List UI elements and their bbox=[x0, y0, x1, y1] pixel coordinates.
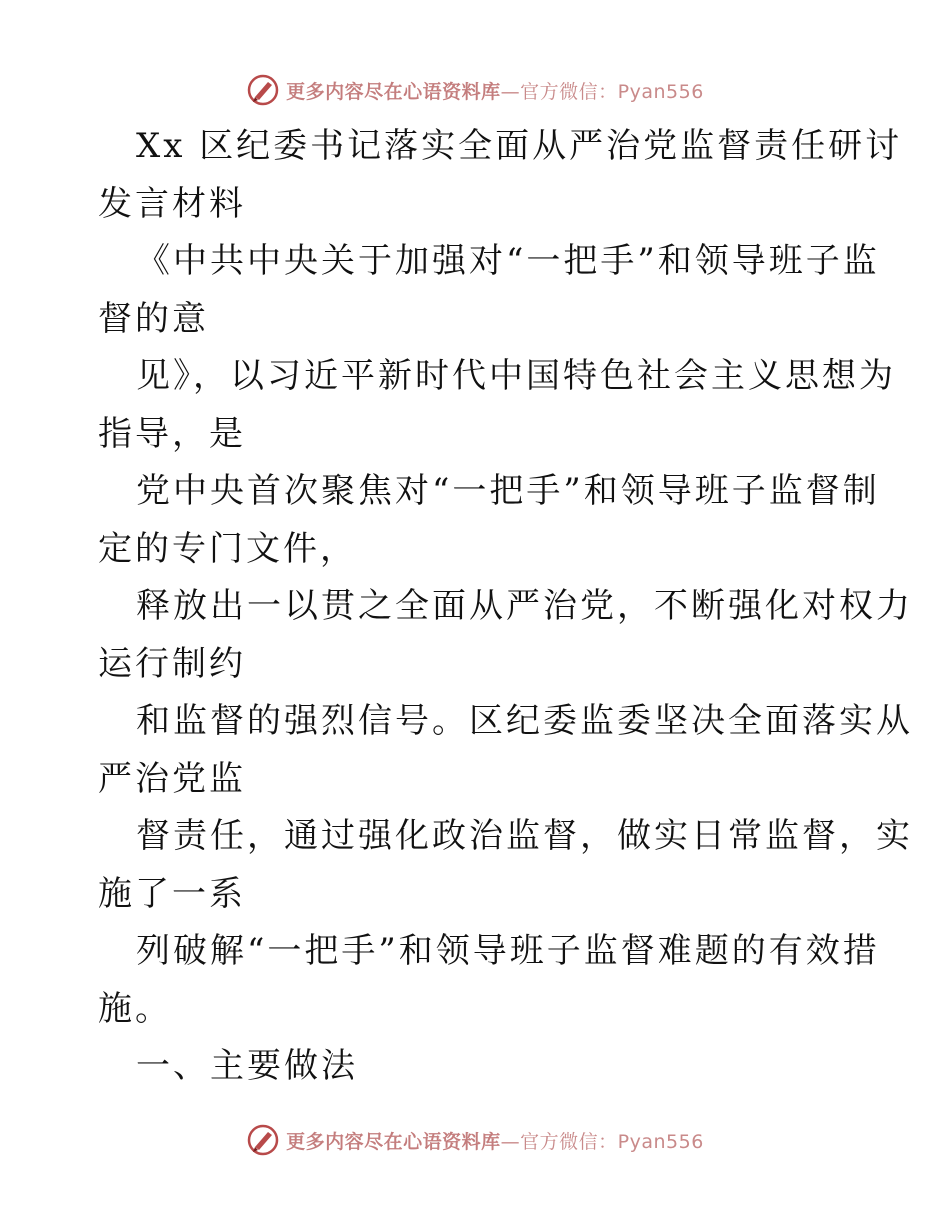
paragraph-line: 运行制约 bbox=[98, 643, 246, 684]
paragraph-line: 施。 bbox=[98, 988, 172, 1029]
pen-logo-icon bbox=[246, 73, 280, 107]
paragraph-line: 督的意 bbox=[98, 298, 209, 339]
footer-watermark-text: 更多内容尽在心语资料库—官方微信：Pyan556 bbox=[286, 1130, 704, 1153]
pen-logo-icon bbox=[246, 1123, 280, 1157]
paragraph-line: 《中共中央关于加强对“一把手”和领导班子监 bbox=[136, 241, 880, 281]
paragraph-line: 党中央首次聚焦对“一把手”和领导班子监督制 bbox=[136, 471, 880, 511]
paragraph-line: 指导，是 bbox=[98, 413, 246, 454]
paragraph-line: 定的专门文件， bbox=[98, 528, 357, 569]
section-heading: 一、主要做法 bbox=[136, 1046, 358, 1086]
header-watermark-banner bbox=[0, 70, 950, 110]
paragraph-line: 见》，以习近平新时代中国特色社会主义思想为 bbox=[136, 356, 896, 396]
paragraph-line: 督责任，通过强化政治监督，做实日常监督，实 bbox=[136, 816, 913, 856]
paragraph-line: 施了一系 bbox=[98, 873, 246, 914]
footer-watermark-banner bbox=[0, 1120, 950, 1160]
paragraph-line: 列破解“一把手”和领导班子监督难题的有效措 bbox=[136, 931, 880, 971]
paragraph-line: 和监督的强烈信号。区纪委监委坚决全面落实从 bbox=[136, 701, 913, 741]
paragraph-line: 释放出一以贯之全面从严治党，不断强化对权力 bbox=[136, 586, 913, 626]
paragraph-line: 严治党监 bbox=[98, 758, 246, 799]
document-body bbox=[98, 118, 913, 1096]
doc-title-line-1: Xx 区纪委书记落实全面从严治党监督责任研讨 bbox=[136, 126, 903, 166]
header-watermark-text: 更多内容尽在心语资料库—官方微信：Pyan556 bbox=[286, 80, 704, 103]
doc-title-line-2: 发言材料 bbox=[98, 183, 246, 224]
